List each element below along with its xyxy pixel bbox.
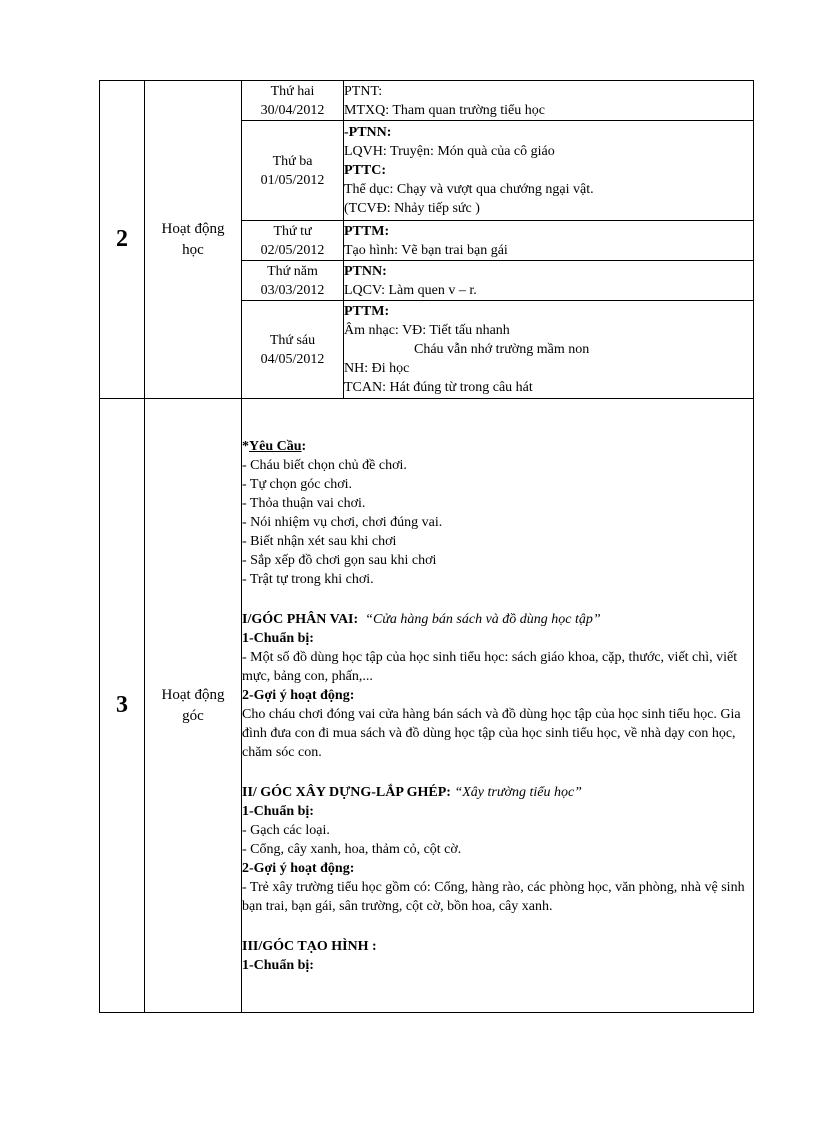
corner2-prep-item: - Gạch các loại. <box>242 822 330 838</box>
corner1-heading-line <box>242 610 753 629</box>
requirement-item: - Cháu biết chọn chủ đề chơi. <box>242 457 407 473</box>
corner1-suggest-text: Cho cháu chơi đóng vai cửa hàng bán sách và đồ dùng học tập của học sinh tiểu học. Gia đình đưa con đi mua sách và đồ dùng học tập của học sinh tiểu học, về nhà dạy con học, chăm sóc con. <box>242 706 741 760</box>
activity-type-line1: Hoạt động <box>161 220 225 237</box>
content-heading: PTTC: <box>344 163 386 178</box>
requirement-item: - Tự chọn góc chơi. <box>242 476 352 492</box>
corner-activities-row <box>100 399 754 1013</box>
corner1-heading: I/GÓC PHÂN VAI: <box>242 611 359 627</box>
day-cell <box>242 81 344 121</box>
day-content <box>344 301 754 399</box>
content-heading: PTTM: <box>344 223 390 239</box>
corner-activities-content <box>242 399 754 1013</box>
spacer <box>242 589 753 610</box>
day-cell <box>242 221 344 261</box>
day-content <box>344 221 754 261</box>
activity-type-cell-3 <box>145 399 242 1013</box>
corner2-heading-line <box>242 783 753 802</box>
content-line: Tạo hình: Vẽ bạn trai bạn gái <box>344 242 508 258</box>
corner1-theme: “Cửa hàng bán sách và đồ dùng học tập” <box>365 611 601 627</box>
corner2-theme: “Xây trường tiểu học” <box>454 784 582 800</box>
day-date: 03/03/2012 <box>260 282 325 298</box>
req-title: Yêu Cầu <box>249 438 302 454</box>
content-heading: PTTM: <box>344 304 390 319</box>
requirement-item: - Trật tự trong khi chơi. <box>242 571 374 587</box>
section-number-3: 3 <box>100 399 145 1013</box>
lesson-plan-table <box>99 80 754 1013</box>
section-number-2: 2 <box>100 81 145 399</box>
day-cell <box>242 261 344 301</box>
corner2-suggest-text: - Trẻ xây trường tiểu học gồm có: Cổng, hàng rào, các phòng học, văn phòng, nhà vệ sinh bạn trai, bạn gái, sân trường, cột cờ, bồn hoa, cây xanh. <box>242 879 745 914</box>
content-line: LQCV: Làm quen v – r. <box>344 282 477 298</box>
day-name: Thứ sáu <box>269 332 316 348</box>
day-content <box>344 81 754 121</box>
req-prefix: * <box>242 438 249 454</box>
day-name: Thứ ba <box>272 153 313 169</box>
corner3-prep-label: 1-Chuẩn bị: <box>242 957 314 973</box>
content-line: Cháu vẫn nhớ trường mầm non <box>414 342 590 357</box>
content-line: Thể dục: Chạy và vượt qua chướng ngại vật. <box>344 182 594 197</box>
content-line: NH: Đi học <box>344 361 410 376</box>
corner2-prep-item: - Cổng, cây xanh, hoa, thảm cỏ, cột cờ. <box>242 841 462 857</box>
activity-type-line2: học <box>182 241 204 258</box>
spacer <box>242 916 753 937</box>
schedule-row-monday <box>100 81 754 121</box>
requirement-item: - Sắp xếp đồ chơi gọn sau khi chơi <box>242 552 437 568</box>
activity-type-line2: góc <box>182 707 204 724</box>
day-name: Thứ hai <box>270 83 315 99</box>
activity-type-cell-2 <box>145 81 242 399</box>
requirements-heading <box>242 437 753 456</box>
content-line: (TCVĐ: Nhảy tiếp sức ) <box>344 201 480 216</box>
content-line: PTNT: <box>344 83 383 99</box>
day-date: 02/05/2012 <box>260 242 325 258</box>
corner3-heading: III/GÓC TẠO HÌNH : <box>242 938 377 954</box>
day-name: Thứ năm <box>267 263 318 279</box>
requirement-item: - Thỏa thuận vai chơi. <box>242 495 366 511</box>
content-heading: PTNN: <box>344 263 387 279</box>
day-content <box>344 121 754 221</box>
content-line: MTXQ: Tham quan trường tiểu học <box>344 102 545 118</box>
requirement-item: - Nói nhiệm vụ chơi, chơi đúng vai. <box>242 514 443 530</box>
day-date: 04/05/2012 <box>260 351 325 367</box>
activity-type-line1: Hoạt động <box>161 686 225 703</box>
requirement-item: - Biết nhận xét sau khi chơi <box>242 533 397 549</box>
corner1-prep-label: 1-Chuẩn bị: <box>242 630 314 646</box>
req-suffix: : <box>301 438 307 454</box>
day-date: 30/04/2012 <box>260 102 325 118</box>
corner2-suggest-label: 2-Gợi ý hoạt động: <box>242 860 355 876</box>
content-line: TCAN: Hát đúng từ trong câu hát <box>344 380 533 395</box>
day-cell <box>242 121 344 221</box>
corner2-prep-label: 1-Chuẩn bị: <box>242 803 314 819</box>
corner2-heading: II/ GÓC XÂY DỰNG-LẮP GHÉP: <box>242 784 451 800</box>
day-cell <box>242 301 344 399</box>
corner1-suggest-label: 2-Gợi ý hoạt động: <box>242 687 355 703</box>
spacer <box>242 762 753 783</box>
day-name: Thứ tư <box>273 223 312 239</box>
day-date: 01/05/2012 <box>260 172 325 188</box>
content-line: LQVH: Truyện: Món quà của cô giáo <box>344 144 555 159</box>
corner1-prep-text: - Một số đồ dùng học tập của học sinh tiểu học: sách giáo khoa, cặp, thước, viết chì, viết mực, bảng con, phấn,... <box>242 649 738 684</box>
content-line: Âm nhạc: VĐ: Tiết tấu nhanh <box>344 323 510 338</box>
content-heading: -PTNN: <box>344 125 392 140</box>
day-content <box>344 261 754 301</box>
